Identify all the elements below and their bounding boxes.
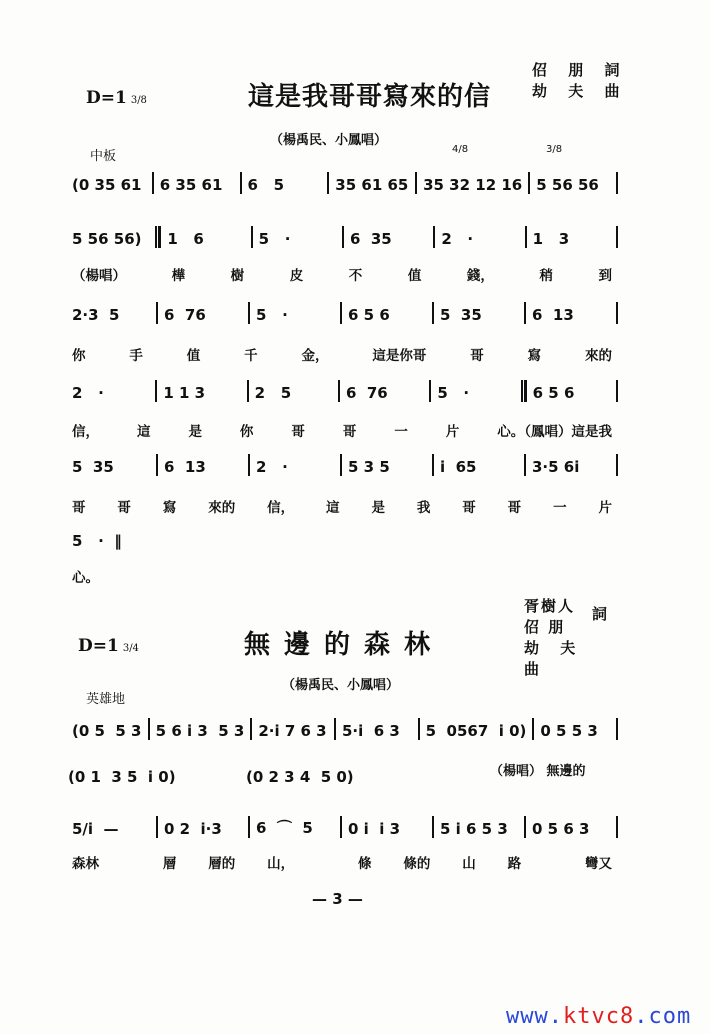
lyric-word: 山， bbox=[267, 856, 295, 872]
measure: 5 · bbox=[256, 306, 288, 324]
notation-row bbox=[66, 816, 618, 838]
measure: 1 1 3 bbox=[163, 384, 206, 402]
lyric-word: 這是你哥 bbox=[372, 348, 427, 364]
measure: 5 i 6 5 3 bbox=[440, 820, 508, 838]
song1-lyricist: 佋 朋 詞 bbox=[532, 61, 628, 79]
song2-lyricist: 胥樹人 佋 朋 bbox=[524, 597, 576, 636]
song1-composer: 劫 夫 曲 bbox=[532, 82, 628, 100]
measure: 6 5 bbox=[247, 176, 285, 194]
notation-row bbox=[66, 172, 618, 194]
song2-interlude: (0 1 3 5 i 0) bbox=[68, 768, 176, 786]
lyric-word: 哥 bbox=[291, 424, 305, 440]
measure: 5 35 bbox=[72, 458, 114, 476]
watermark: www.ktvc8.com bbox=[506, 1004, 692, 1029]
lyric-word: 樺 bbox=[171, 268, 186, 284]
measure: 6 5 6 bbox=[532, 384, 575, 402]
measure: 5/i — bbox=[72, 820, 119, 838]
measure: 6 13 bbox=[164, 458, 206, 476]
measure: 5 6 i 3 5 3 bbox=[155, 722, 245, 740]
measure: 2·i 7 6 3 bbox=[258, 722, 327, 740]
song1-singers: （楊禹民、小鳳唱） bbox=[270, 133, 388, 148]
song1-final-measure: 5 · ‖ bbox=[72, 532, 122, 550]
lyric-word: 是 bbox=[188, 424, 202, 440]
barline bbox=[616, 718, 618, 740]
lyric-word: 到 bbox=[598, 268, 612, 284]
lyric-word: 金， bbox=[301, 348, 329, 364]
measure: 6 35 61 bbox=[159, 176, 223, 194]
barline bbox=[616, 816, 618, 838]
measure: 35 32 12 16 bbox=[423, 176, 523, 194]
lyric-word: 哥 bbox=[470, 348, 484, 364]
lyric-word: 路 bbox=[507, 856, 522, 872]
song2-composer: 劫 夫 曲 bbox=[524, 639, 584, 678]
lyric-word: 是 bbox=[371, 500, 385, 516]
measure: 0 5 6 3 bbox=[532, 820, 590, 838]
barline bbox=[616, 302, 618, 324]
lyric-word: 哥 bbox=[72, 500, 86, 516]
song1-time-change: 4/8 bbox=[452, 144, 469, 155]
song2-tempo: 英雄地 bbox=[86, 692, 126, 707]
page-number: — 3 — bbox=[312, 890, 363, 908]
measure: 2 · bbox=[72, 384, 104, 402]
song1-time-change: 3/8 bbox=[546, 144, 563, 155]
lyric-word: 稍 bbox=[539, 268, 553, 284]
measure: 5 56 56 bbox=[536, 176, 599, 194]
lyric-word: 手 bbox=[129, 348, 143, 364]
lyric-word: 寫 bbox=[162, 500, 177, 516]
song2-interlude: (0 2 3 4 5 0) bbox=[246, 768, 354, 786]
measure: 2 · bbox=[441, 230, 474, 248]
song1-title: 這是我哥哥寫來的信 bbox=[248, 82, 492, 112]
song1-final-lyric: 心。 bbox=[72, 570, 99, 586]
lyric-word: 信， bbox=[267, 500, 295, 516]
lyric-word: 你 bbox=[239, 424, 254, 440]
lyric-word: 哥 bbox=[462, 500, 476, 516]
measure: 35 61 65 bbox=[335, 176, 409, 194]
measure: 5 · bbox=[437, 384, 470, 402]
lyric-word: 來的 bbox=[585, 348, 612, 364]
song1-tempo: 中板 bbox=[90, 149, 117, 164]
barline bbox=[616, 226, 618, 248]
lyric-word: 來的 bbox=[208, 500, 236, 516]
lyric-word: （楊唱） bbox=[72, 268, 126, 284]
measure: i 65 bbox=[440, 458, 477, 476]
lyric-word: 森林 bbox=[72, 856, 99, 872]
lyric-word: 一 bbox=[553, 500, 567, 516]
measure: 5 · bbox=[258, 230, 291, 248]
notation-row bbox=[66, 302, 618, 324]
song1-key: D=1 3/8 bbox=[86, 88, 147, 108]
measure: 6 ⌒ 5 bbox=[256, 819, 313, 837]
song2-lyric-label: 詞 bbox=[592, 605, 610, 623]
lyric-word: 樹 bbox=[230, 268, 245, 284]
lyric-line bbox=[72, 852, 612, 872]
lyric-word: 心。（鳳唱）這是我 bbox=[497, 424, 612, 440]
lyric-word: 皮 bbox=[289, 268, 304, 284]
lyric-word: 山 bbox=[462, 856, 476, 872]
measure: (0 5 5 3 bbox=[72, 722, 142, 740]
measure: 5·i 6 3 bbox=[341, 722, 400, 740]
lyric-word: 寫 bbox=[527, 348, 542, 364]
lyric-line bbox=[72, 344, 612, 364]
measure: 2 · bbox=[256, 458, 288, 476]
lyric-word: 條 bbox=[357, 856, 372, 872]
lyric-word: 這 bbox=[136, 424, 151, 440]
measure: 5 35 bbox=[440, 306, 482, 324]
measure: 1 6 bbox=[167, 230, 204, 248]
lyric-word: 信， bbox=[72, 424, 99, 440]
song2-title: 無邊的森林 bbox=[244, 630, 445, 660]
lyric-word: 片 bbox=[445, 424, 460, 440]
measure: 0 5 5 3 bbox=[540, 722, 598, 740]
measure: 1 3 bbox=[532, 230, 570, 248]
barline bbox=[616, 172, 618, 194]
lyric-word: 不 bbox=[348, 268, 363, 284]
lyric-word: 這 bbox=[326, 500, 340, 516]
song2-credits bbox=[524, 596, 610, 680]
song2-interlude-lyric: （楊唱） 無邊的 bbox=[490, 764, 586, 779]
measure: 6 35 bbox=[349, 230, 392, 248]
measure: 0 i i 3 bbox=[348, 820, 401, 838]
measure: 6 5 6 bbox=[348, 306, 390, 324]
lyric-word: 你 bbox=[72, 348, 86, 364]
lyric-word: 哥 bbox=[117, 500, 131, 516]
lyric-word: 哥 bbox=[507, 500, 522, 516]
lyric-word: 值 bbox=[407, 268, 422, 284]
lyric-word: 層的 bbox=[208, 856, 236, 872]
song2-singers: （楊禹民、小鳳唱） bbox=[282, 678, 400, 693]
lyric-word: 值 bbox=[186, 348, 201, 364]
lyric-word: 哥 bbox=[342, 424, 357, 440]
barline bbox=[616, 454, 618, 476]
notation-row bbox=[66, 718, 618, 740]
lyric-word: 我 bbox=[416, 500, 431, 516]
measure: 5 3 5 bbox=[348, 458, 390, 476]
lyric-word: 一 bbox=[394, 424, 408, 440]
lyric-line bbox=[72, 496, 612, 516]
lyric-line bbox=[72, 264, 612, 284]
measure: 5 0567 i 0) bbox=[425, 722, 527, 740]
song2-key: D=1 3/4 bbox=[78, 636, 139, 656]
measure: 6 76 bbox=[164, 306, 206, 324]
measure: 5 56 56) bbox=[72, 230, 142, 248]
lyric-word: 片 bbox=[598, 500, 612, 516]
measure: 2 5 bbox=[254, 384, 292, 402]
measure: 0 2 i·3 bbox=[164, 820, 222, 838]
measure: 6 13 bbox=[532, 306, 574, 324]
measure: 3·5 6i bbox=[532, 458, 580, 476]
measure: 2·3 5 bbox=[72, 306, 120, 324]
lyric-word: 條的 bbox=[403, 856, 431, 872]
lyric-line bbox=[72, 420, 612, 440]
notation-row bbox=[66, 380, 618, 402]
lyric-word: 錢， bbox=[466, 268, 494, 284]
lyric-word: 千 bbox=[244, 348, 258, 364]
measure: 6 76 bbox=[345, 384, 388, 402]
barline bbox=[616, 380, 618, 402]
lyric-word: 彎又 bbox=[584, 856, 612, 872]
song1-credits bbox=[532, 60, 627, 102]
lyric-word: 層 bbox=[162, 856, 177, 872]
notation-row bbox=[66, 454, 618, 476]
notation-row bbox=[66, 226, 618, 248]
measure: (0 35 61 bbox=[72, 176, 142, 194]
